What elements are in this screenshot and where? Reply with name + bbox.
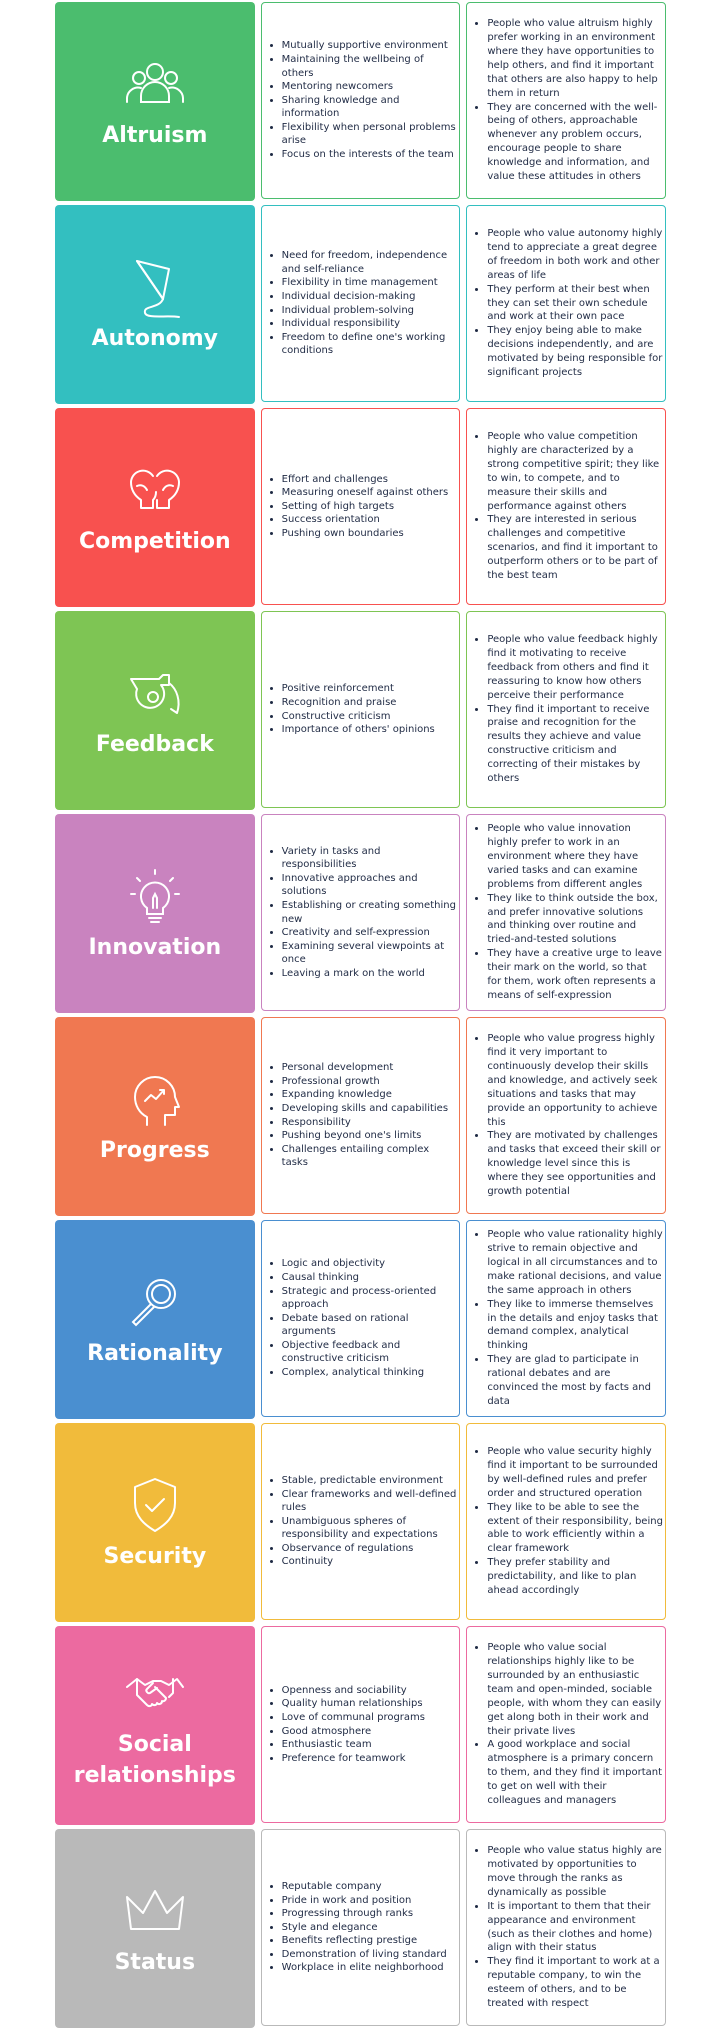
value-tile-autonomy: [55, 205, 255, 404]
trait-item: • Openness and sociability: [282, 1684, 425, 1698]
trait-item: • Creativity and self-expression: [282, 926, 458, 940]
traits-card: [261, 814, 461, 1011]
handshake-icon: [123, 1661, 187, 1725]
trait-item: • Style and elegance: [282, 1921, 447, 1935]
trait-item: • Debate based on rational arguments: [282, 1312, 458, 1339]
traits-card: [261, 1829, 461, 2026]
trait-item: • Setting of high targets: [282, 500, 449, 514]
trait-item: • Flexibility in time management: [282, 276, 458, 290]
value-title: Feedback: [95, 732, 214, 757]
description-item: • People who value progress highly find it very important to continuously develop their skills and knowledge, and actively seek situations and tasks that may provide an opportunity to achieve this: [487, 1032, 663, 1129]
description-card: [466, 1829, 666, 2026]
value-title: Innovation: [88, 935, 222, 960]
trait-item: • Innovative approaches and solutions: [282, 872, 458, 899]
trait-item: • Recognition and praise: [282, 696, 435, 710]
trait-item: • Individual responsibility: [282, 317, 458, 331]
traits-card: [261, 1626, 461, 1823]
value-title: Progress: [99, 1138, 210, 1163]
description-list: [471, 430, 663, 583]
traits-list: [266, 1257, 458, 1379]
description-item: • People who value feedback highly find it motivating to receive feedback from others and find it reassuring to know how others perceive their performance: [487, 633, 663, 703]
traits-list: [266, 1061, 458, 1170]
traits-list: [266, 249, 458, 358]
description-item: • They perform at their best when they can set their own schedule and work at their own pace: [487, 283, 663, 325]
description-item: • They are glad to participate in rational debates and are convinced the most by facts and data: [487, 1353, 663, 1409]
trait-item: • Personal development: [282, 1061, 458, 1075]
trait-item: • Expanding knowledge: [282, 1088, 458, 1102]
description-item: • People who value competition highly are characterized by a strong competitive spirit; they like to win, to compete, and to measure their skills and performance against others: [487, 430, 663, 513]
trait-item: • Constructive criticism: [282, 710, 435, 724]
traits-card: [261, 611, 461, 808]
value-row-social: [55, 1626, 666, 1825]
traits-card: [261, 1220, 461, 1417]
value-title: Security: [103, 1544, 207, 1569]
trait-item: • Observance of regulations: [282, 1542, 458, 1556]
whistle-icon: [123, 661, 187, 725]
traits-card: [261, 205, 461, 402]
trait-item: • Stable, predictable environment: [282, 1474, 458, 1488]
traits-list: [266, 1474, 458, 1569]
value-row-progress: [55, 1017, 666, 1216]
description-item: • They prefer stability and predictability, and like to plan ahead accordingly: [487, 1556, 663, 1598]
trait-item: • Progressing through ranks: [282, 1907, 447, 1921]
description-item: • People who value innovation highly prefer to work in an environment where they have varied tasks and can examine problems from different angles: [487, 822, 663, 892]
description-item: • They are concerned with the well-being of others, approachable whenever any problem occurs, encourage people to share knowledge and information, and value these attitudes in others: [487, 101, 663, 184]
description-item: • People who value rationality highly strive to remain objective and logical in all circumstances and to make rational decisions, and value the same approach in others: [487, 1228, 663, 1298]
people-icon: [123, 52, 187, 116]
trait-item: • Strategic and process-oriented approach: [282, 1285, 458, 1312]
value-tile-status: [55, 1829, 255, 2028]
description-item: • They have a creative urge to leave their mark on the world, so that for them, work often represents a means of self-expression: [487, 947, 663, 1003]
description-card: [466, 611, 666, 808]
description-item: • They are motivated by challenges and tasks that exceed their skill or knowledge level since this is where they see opportunities and growth potential: [487, 1129, 663, 1199]
description-item: • People who value status highly are motivated by opportunities to move through the ranks as dynamically as possible: [487, 1844, 663, 1900]
value-title: Autonomy: [91, 326, 219, 351]
trait-item: • Need for freedom, independence and self-reliance: [282, 249, 458, 276]
value-row-innovation: [55, 814, 666, 1013]
description-item: • People who value autonomy highly tend to appreciate a great degree of freedom in both work and other areas of life: [487, 227, 663, 283]
value-row-feedback: [55, 611, 666, 810]
description-list: [471, 1228, 663, 1409]
trait-item: • Individual problem-solving: [282, 304, 458, 318]
value-title: Social relationships: [73, 1731, 236, 1788]
value-title: Rationality: [87, 1341, 223, 1366]
trait-item: • Challenges entailing complex tasks: [282, 1143, 458, 1170]
description-list: [471, 1445, 663, 1598]
trait-item: • Maintaining the wellbeing of others: [282, 53, 458, 80]
description-card: [466, 1626, 666, 1823]
trait-item: • Quality human relationships: [282, 1697, 425, 1711]
description-item: • They like to be able to see the extent of their responsibility, being able to work efficiently within a clear framework: [487, 1501, 663, 1557]
description-card: [466, 814, 666, 1011]
value-title: Competition: [78, 529, 231, 554]
description-item: • They find it important to work at a reputable company, to win the esteem of others, and to be treated with respect: [487, 1955, 663, 2011]
trait-item: • Flexibility when personal problems arise: [282, 121, 458, 148]
trait-item: • Objective feedback and constructive criticism: [282, 1339, 458, 1366]
value-title: Altruism: [102, 123, 208, 148]
value-row-altruism: [55, 2, 666, 201]
trait-item: • Pushing own boundaries: [282, 527, 449, 541]
trait-item: • Professional growth: [282, 1075, 458, 1089]
trait-item: • Responsibility: [282, 1116, 458, 1130]
traits-card: [261, 408, 461, 605]
trait-item: • Measuring oneself against others: [282, 486, 449, 500]
value-title: Status: [114, 1950, 196, 1975]
trait-item: • Positive reinforcement: [282, 682, 435, 696]
trait-item: • Benefits reflecting prestige: [282, 1934, 447, 1948]
trait-item: • Demonstration of living standard: [282, 1948, 447, 1962]
trait-item: • Individual decision-making: [282, 290, 458, 304]
traits-list: [266, 1684, 425, 1766]
value-row-security: [55, 1423, 666, 1622]
traits-list: [266, 682, 435, 736]
trait-item: • Establishing or creating something new: [282, 899, 458, 926]
description-item: • They enjoy being able to make decisions independently, and are motivated by being responsible for significant projects: [487, 324, 663, 380]
description-list: [471, 1844, 663, 2011]
trait-item: • Freedom to define one's working conditions: [282, 331, 458, 358]
description-list: [471, 633, 663, 786]
value-tile-altruism: [55, 2, 255, 201]
trait-item: • Effort and challenges: [282, 473, 449, 487]
trait-item: • Logic and objectivity: [282, 1257, 458, 1271]
traits-card: [261, 1423, 461, 1620]
description-card: [466, 1423, 666, 1620]
description-card: [466, 408, 666, 605]
value-row-rationality: [55, 1220, 666, 1419]
shield-check-icon: [123, 1473, 187, 1537]
trait-item: • Variety in tasks and responsibilities: [282, 845, 458, 872]
value-tile-progress: [55, 1017, 255, 1216]
description-item: • It is important to them that their appearance and environment (such as their clothes and home) align with their status: [487, 1900, 663, 1956]
description-card: [466, 2, 666, 199]
trait-item: • Enthusiastic team: [282, 1738, 425, 1752]
description-list: [471, 17, 663, 184]
trait-item: • Pride in work and position: [282, 1894, 447, 1908]
description-list: [471, 227, 663, 380]
value-tile-rationality: [55, 1220, 255, 1419]
head-growth-icon: [123, 1067, 187, 1131]
trait-item: • Pushing beyond one's limits: [282, 1129, 458, 1143]
trait-item: • Causal thinking: [282, 1271, 458, 1285]
trait-item: • Preference for teamwork: [282, 1752, 425, 1766]
value-tile-social: [55, 1626, 255, 1825]
traits-list: [266, 845, 458, 981]
trait-item: • Mentoring newcomers: [282, 80, 458, 94]
description-item: • A good workplace and social atmosphere is a primary concern to them, and they find it important to get on well with their colleagues and managers: [487, 1738, 663, 1808]
traits-list: [266, 1880, 447, 1975]
description-card: [466, 1017, 666, 1214]
values-grid: [55, 2, 666, 2032]
trait-item: • Examining several viewpoints at once: [282, 940, 458, 967]
description-item: • They are interested in serious challenges and competitive scenarios, and find it important to outperform others or to be part of the best team: [487, 513, 663, 583]
traits-list: [266, 39, 458, 161]
kite-icon: [123, 255, 187, 319]
trait-item: • Success orientation: [282, 513, 449, 527]
description-card: [466, 205, 666, 402]
lightbulb-icon: [123, 864, 187, 928]
boxing-gloves-icon: [123, 458, 187, 522]
description-list: [471, 1641, 663, 1808]
traits-list: [266, 473, 449, 541]
crown-icon: [123, 1879, 187, 1943]
trait-item: • Workplace in elite neighborhood: [282, 1961, 447, 1975]
value-tile-innovation: [55, 814, 255, 1013]
value-row-competition: [55, 408, 666, 607]
trait-item: • Reputable company: [282, 1880, 447, 1894]
trait-item: • Continuity: [282, 1555, 458, 1569]
description-item: • They like to think outside the box, and prefer innovative solutions and thinking over routine and tried-and-tested solutions: [487, 892, 663, 948]
value-row-autonomy: [55, 205, 666, 404]
description-item: • They find it important to receive praise and recognition for the results they achieve and value constructive criticism and correcting of their mistakes by others: [487, 703, 663, 786]
trait-item: • Unambiguous spheres of responsibility and expectations: [282, 1515, 458, 1542]
description-item: • They like to immerse themselves in the details and enjoy tasks that demand complex, analytical thinking: [487, 1298, 663, 1354]
trait-item: • Focus on the interests of the team: [282, 148, 458, 162]
trait-item: • Importance of others' opinions: [282, 723, 435, 737]
description-item: • People who value social relationships highly like to be surrounded by an enthusiastic team and open-minded, sociable people, with whom they can easily get along both in their work and their private lives: [487, 1641, 663, 1738]
description-item: • People who value altruism highly prefer working in an environment where they have opportunities to help others, and find it important that others are also happy to help them in return: [487, 17, 663, 100]
description-list: [471, 1032, 663, 1199]
trait-item: • Love of communal programs: [282, 1711, 425, 1725]
description-card: [466, 1220, 666, 1417]
traits-card: [261, 2, 461, 199]
trait-item: • Complex, analytical thinking: [282, 1366, 458, 1380]
trait-item: • Developing skills and capabilities: [282, 1102, 458, 1116]
description-list: [471, 822, 663, 1003]
trait-item: • Mutually supportive environment: [282, 39, 458, 53]
value-tile-feedback: [55, 611, 255, 810]
trait-item: • Clear frameworks and well-defined rules: [282, 1488, 458, 1515]
trait-item: • Sharing knowledge and information: [282, 94, 458, 121]
value-tile-competition: [55, 408, 255, 607]
value-row-status: [55, 1829, 666, 2028]
trait-item: • Leaving a mark on the world: [282, 967, 458, 981]
magnifier-icon: [123, 1270, 187, 1334]
trait-item: • Good atmosphere: [282, 1725, 425, 1739]
description-item: • People who value security highly find it important to be surrounded by well-defined rules and prefer order and structured operation: [487, 1445, 663, 1501]
value-tile-security: [55, 1423, 255, 1622]
traits-card: [261, 1017, 461, 1214]
